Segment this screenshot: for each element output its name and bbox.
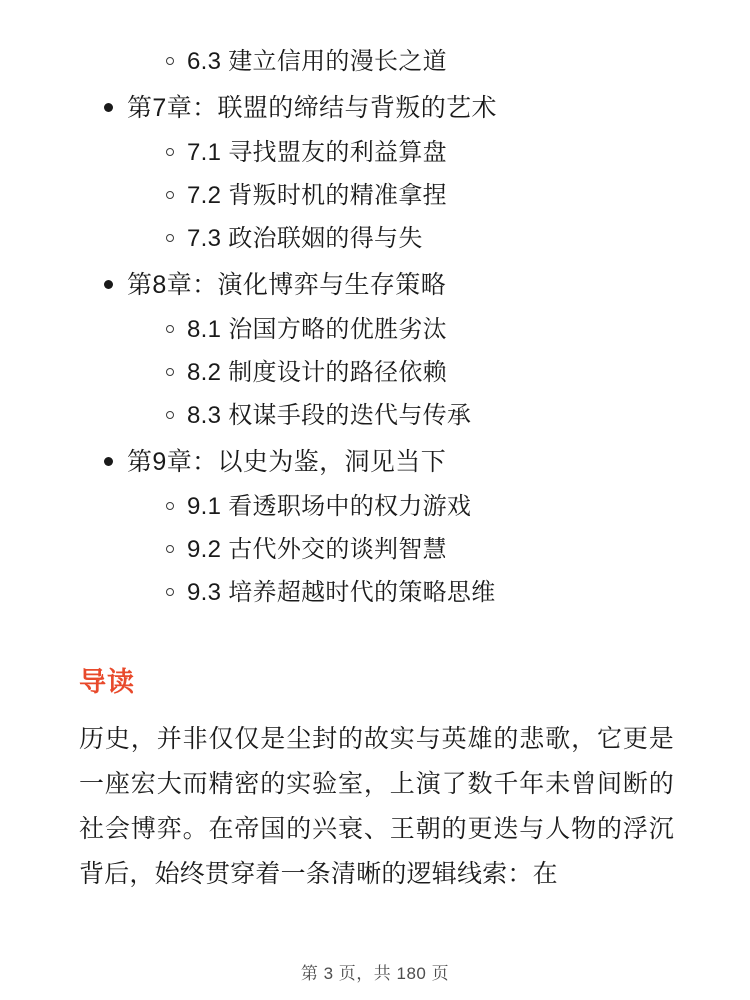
filled-bullet-icon bbox=[104, 280, 113, 289]
toc-section-label: 9.2 古代外交的谈判智慧 bbox=[187, 536, 447, 563]
toc-section-label: 6.3 建立信用的漫长之道 bbox=[187, 48, 447, 75]
intro-heading: 导读 bbox=[79, 667, 135, 697]
hollow-bullet-icon bbox=[166, 325, 174, 333]
toc-section-label: 9.3 培养超越时代的策略思维 bbox=[187, 579, 496, 606]
page-footer: 第 3 页，共 180 页 bbox=[300, 964, 450, 983]
filled-bullet-icon bbox=[104, 103, 113, 112]
hollow-bullet-icon bbox=[166, 545, 174, 553]
hollow-bullet-icon bbox=[166, 502, 174, 510]
toc-chapter-label: 第9章：以史为鉴，洞见当下 bbox=[127, 448, 447, 476]
toc-chapter-item[interactable] bbox=[76, 87, 674, 129]
toc-section-label: 8.2 制度设计的路径依赖 bbox=[187, 359, 447, 386]
toc-chapter-label: 第8章：演化博弈与生存策略 bbox=[127, 271, 447, 299]
toc-section-item[interactable] bbox=[76, 217, 674, 260]
toc-chapter-9 bbox=[76, 441, 674, 614]
toc-section-item[interactable] bbox=[76, 485, 674, 528]
hollow-bullet-icon bbox=[166, 411, 174, 419]
toc-section-item[interactable] bbox=[76, 40, 674, 83]
toc-section-label: 9.1 看透职场中的权力游戏 bbox=[187, 493, 472, 520]
toc-section-item[interactable] bbox=[76, 394, 674, 437]
table-of-contents bbox=[76, 40, 674, 614]
hollow-bullet-icon bbox=[166, 191, 174, 199]
section-list bbox=[76, 40, 674, 83]
toc-chapter-8 bbox=[76, 264, 674, 437]
toc-chapter-item[interactable] bbox=[76, 441, 674, 483]
filled-bullet-icon bbox=[104, 457, 113, 466]
intro-paragraph: 历史，并非仅仅是尘封的故实与英雄的悲歌，它更是一座宏大而精密的实验室，上演了数千年未曾间断的社会博弈。在帝国的兴衰、王朝的更迭与人物的浮沉背后，始终贯穿着一条清晰的逻辑线索：在 bbox=[79, 725, 674, 888]
section-list bbox=[76, 308, 674, 437]
toc-section-item[interactable] bbox=[76, 131, 674, 174]
hollow-bullet-icon bbox=[166, 368, 174, 376]
toc-orphan-group bbox=[76, 40, 674, 83]
hollow-bullet-icon bbox=[166, 148, 174, 156]
toc-section-label: 8.3 权谋手段的迭代与传承 bbox=[187, 402, 472, 429]
toc-section-item[interactable] bbox=[76, 571, 674, 614]
hollow-bullet-icon bbox=[166, 234, 174, 242]
section-list bbox=[76, 485, 674, 614]
toc-section-item[interactable] bbox=[76, 528, 674, 571]
toc-section-item[interactable] bbox=[76, 351, 674, 394]
section-list bbox=[76, 131, 674, 260]
toc-section-label: 7.2 背叛时机的精准拿捏 bbox=[187, 182, 447, 209]
hollow-bullet-icon bbox=[166, 588, 174, 596]
toc-section-item[interactable] bbox=[76, 308, 674, 351]
toc-chapter-item[interactable] bbox=[76, 264, 674, 306]
toc-section-label: 8.1 治国方略的优胜劣汰 bbox=[187, 316, 447, 343]
toc-section-label: 7.3 政治联姻的得与失 bbox=[187, 225, 423, 252]
toc-section-label: 7.1 寻找盟友的利益算盘 bbox=[187, 139, 447, 166]
toc-section-item[interactable] bbox=[76, 174, 674, 217]
toc-chapter-label: 第7章：联盟的缔结与背叛的艺术 bbox=[127, 94, 497, 122]
toc-chapter-7 bbox=[76, 87, 674, 260]
hollow-bullet-icon bbox=[166, 57, 174, 65]
